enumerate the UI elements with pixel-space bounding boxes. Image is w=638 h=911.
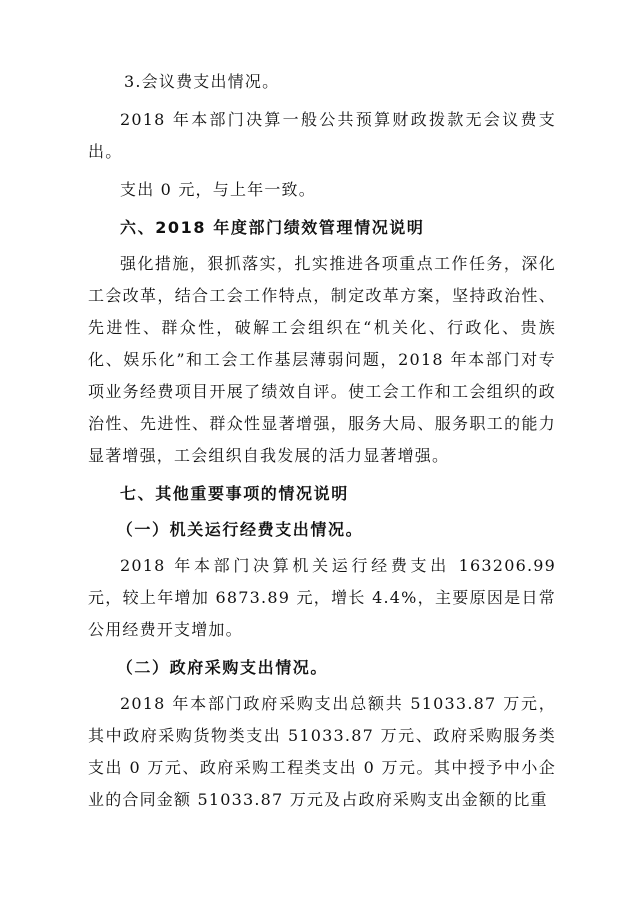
- paragraph-operating-expense-body: 2018 年本部门决算机关运行经费支出 163206.99 元，较上年增加 6873.89 元，增长 4.4%，主要原因是日常公用经费开支增加。: [88, 556, 556, 639]
- paragraph-performance-body: 强化措施，狠抓落实，扎实推进各项重点工作任务，深化工会改革，结合工会工作特点，制定改革方案，坚持政治性、先进性、群众性，破解工会组织在“机关化、行政化、贵族化、娱乐化”和工会工作基层薄弱问题，2018 年本部门对专项业务经费项目开展了绩效自评。使工会工作和工会组织的政治性、先进性、群众性显著增强，服务大局、服务职工的能力显著增强，工会组织自我发展的活力显著增强。: [88, 254, 556, 465]
- section-heading-other-matters: 七、其他重要事项的情况说明: [120, 484, 349, 503]
- paragraph-meeting-fee-title: 3.会议费支出情况。: [124, 72, 280, 91]
- section-heading-performance: 六、2018 年度部门绩效管理情况说明: [120, 218, 425, 237]
- subheading-procurement: （二）政府采购支出情况。: [116, 658, 328, 677]
- subheading-operating-expense: （一）机关运行经费支出情况。: [116, 520, 364, 539]
- paragraph-meeting-fee-amount: 支出 0 元，与上年一致。: [120, 180, 316, 199]
- paragraph-meeting-fee-body: 2018 年本部门决算一般公共预算财政拨款无会议费支出。: [88, 110, 556, 161]
- paragraph-procurement-body: 2018 年本部门政府采购支出总额共 51033.87 万元，其中政府采购货物类支出 51033.87 万元、政府采购服务类支出 0 万元、政府采购工程类支出 0 万元。其中授予中小企业的合同金额 51033.87 万元及占政府采购支出金额的比重: [88, 694, 556, 809]
